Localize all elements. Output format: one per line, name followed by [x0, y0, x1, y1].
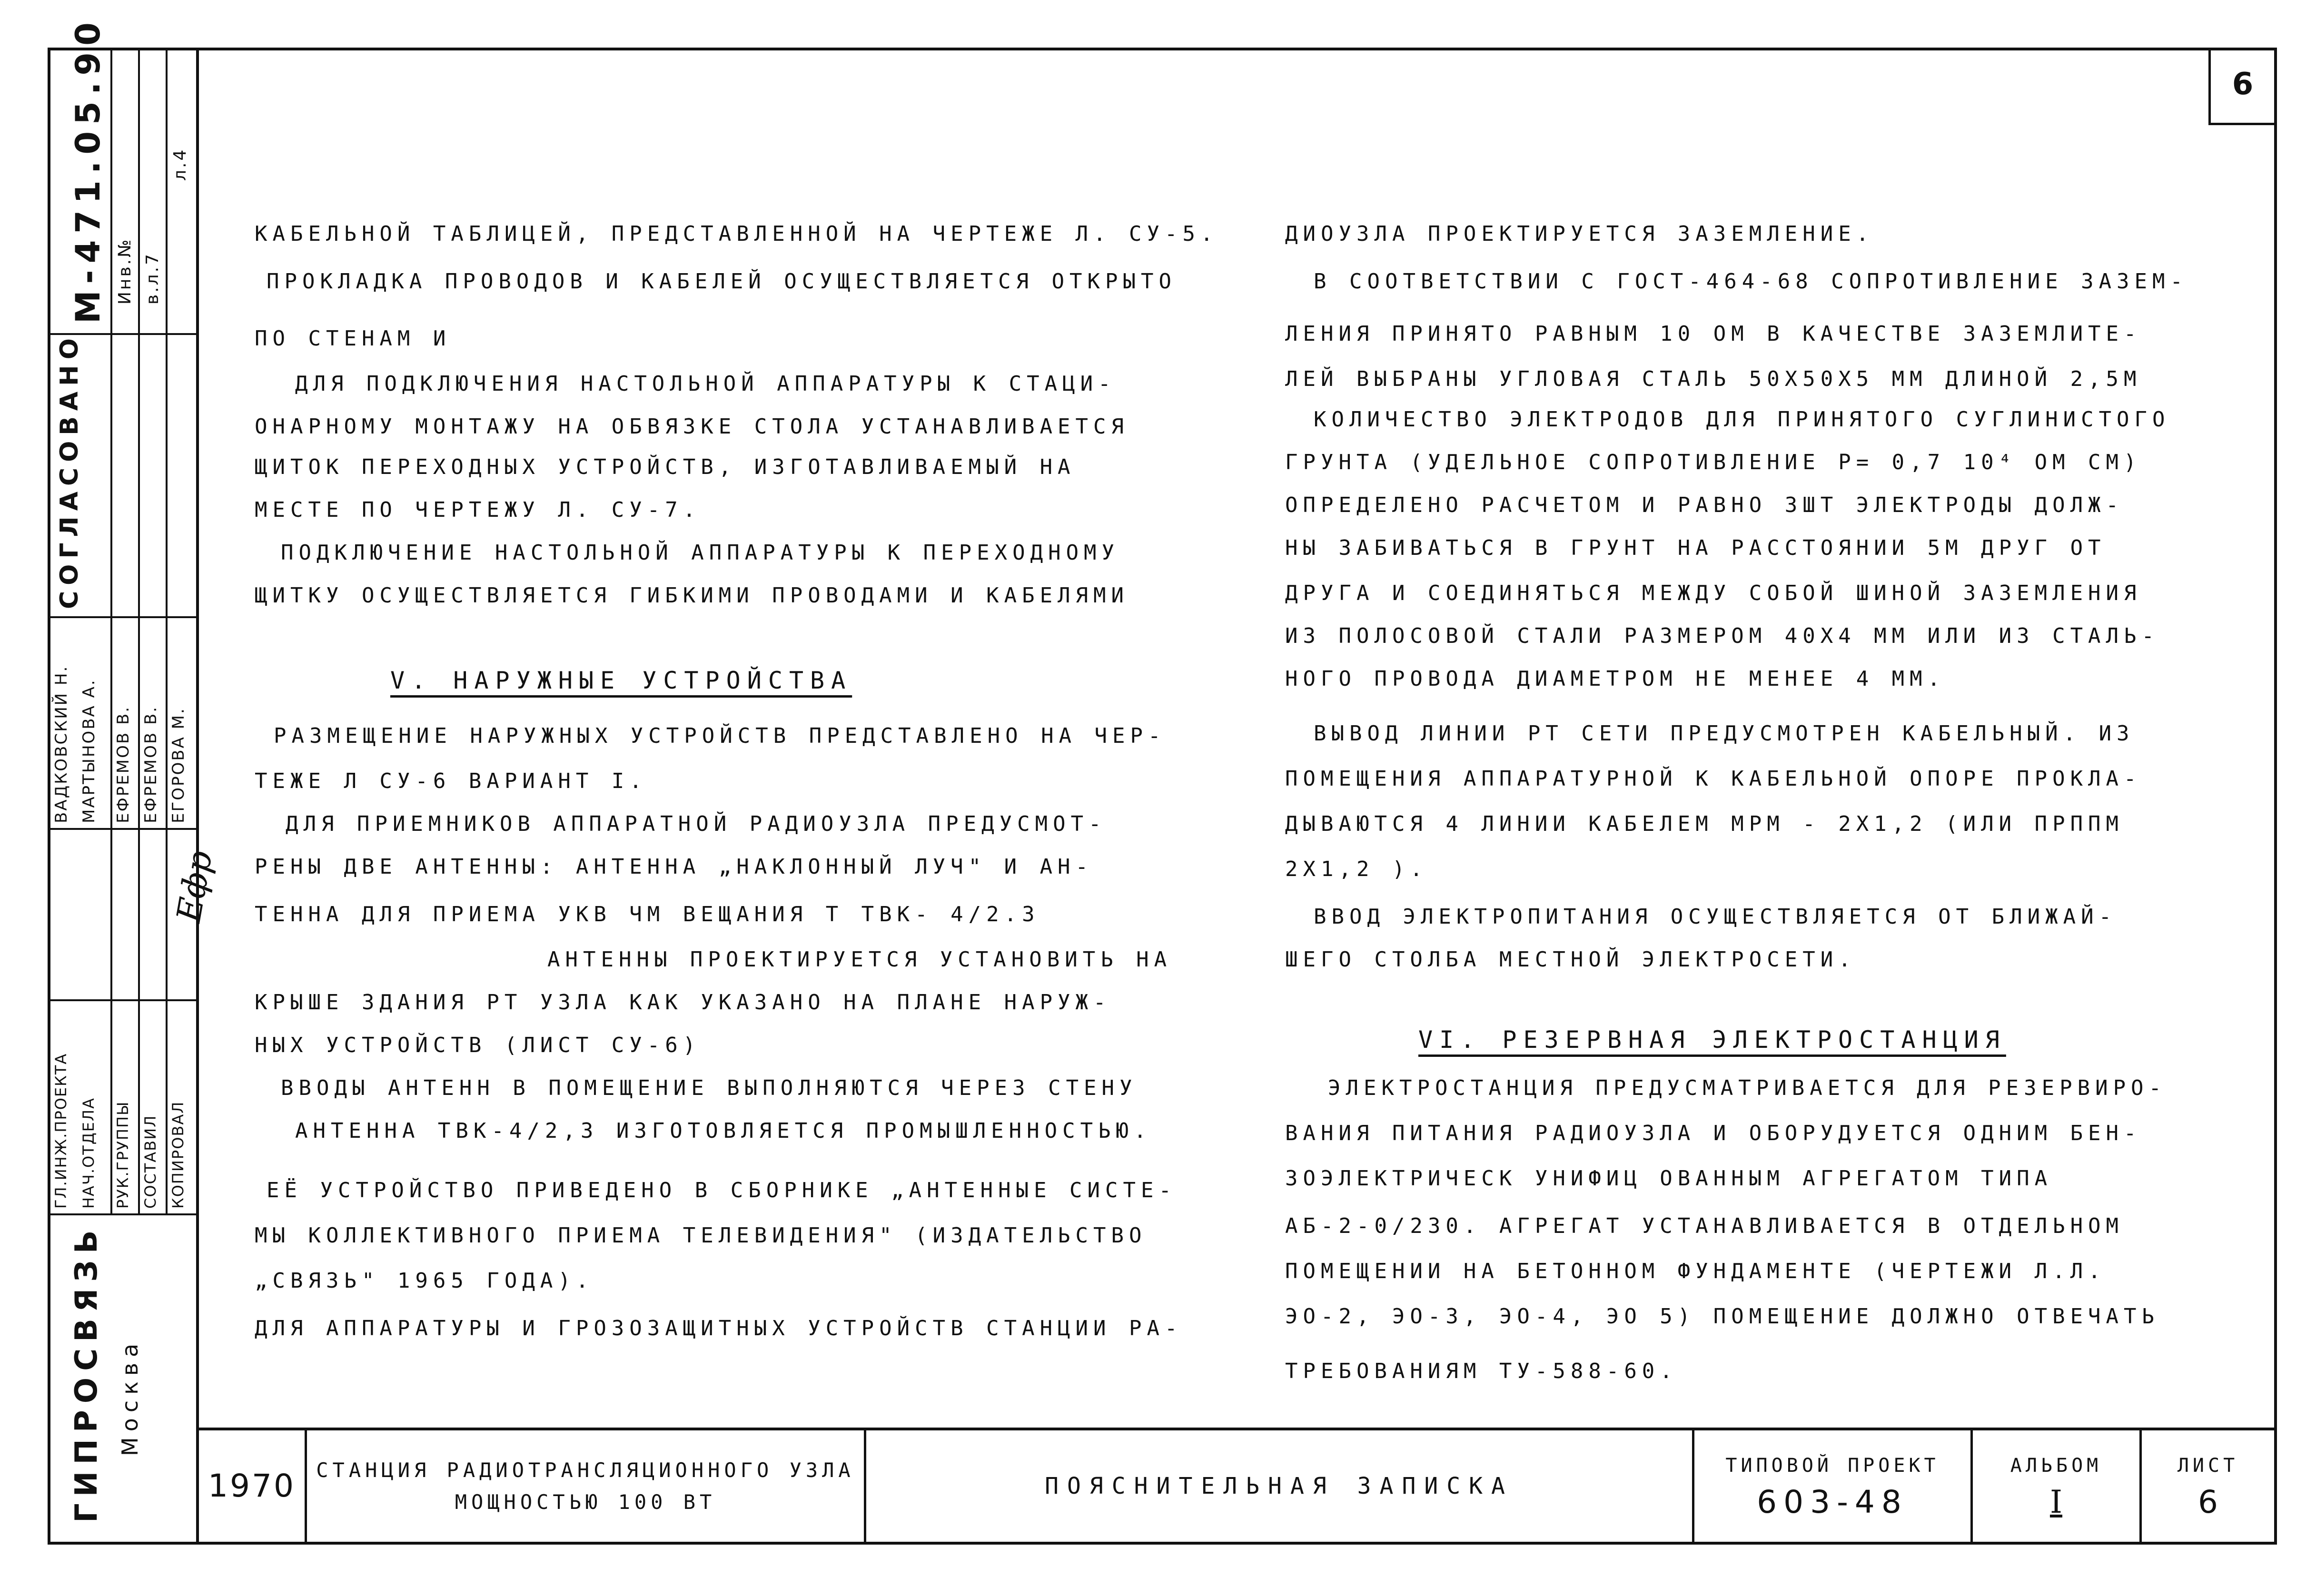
margin-row-line-4: [48, 999, 196, 1001]
project-label: ТИПОВОЙ ПРОЕКТ: [1725, 1455, 1940, 1477]
signature: Ефр: [169, 847, 220, 926]
section-vi-heading: VI. РЕЗЕРВНАЯ ЭЛЕКТРОСТАНЦИЯ: [1418, 1026, 2006, 1054]
right-line-25: ТРЕБОВАНИЯМ ТУ-588-60.: [1285, 1359, 1678, 1383]
left-line-7: МЕСТЕ ПО ЧЕРТЕЖУ Л. СУ-7.: [255, 498, 701, 522]
section-v-heading: V. НАРУЖНЫЕ УСТРОЙСТВА: [390, 667, 852, 694]
right-line-14: ДЫВАЮТСЯ 4 ЛИНИИ КАБЕЛЕМ МРМ - 2Х1,2 (ИЛИ ПРППМ: [1285, 812, 2124, 836]
station-title: [307, 1430, 864, 1542]
right-line-6: ГРУНТА (УДЕЛЬНОЕ СОПРОТИВЛЕНИЕ Ρ= 0,7 10⁴ ОМ СМ): [1285, 450, 2142, 474]
agreed-label: СОГЛАСОВАНО: [55, 333, 84, 609]
left-line-13: ДЛЯ ПРИЕМНИКОВ АППАРАТНОЙ РАДИОУЗЛА ПРЕДУСМОТ-: [286, 812, 1107, 836]
left-line-6: ЩИТОК ПЕРЕХОДНЫХ УСТРОЙСТВ, ИЗГОТАВЛИВАЕМЫЙ НА: [255, 455, 1076, 479]
inv-value: в.л.7: [143, 252, 162, 305]
right-line-2: В СООТВЕТСТВИИ С ГОСТ-464-68 СОПРОТИВЛЕНИЕ ЗАЗЕМ-: [1314, 269, 2188, 294]
right-line-17: ШЕГО СТОЛБА МЕСТНОЙ ЭЛЕКТРОСЕТИ.: [1285, 947, 1856, 972]
margin-separator-line: [196, 48, 199, 1545]
page-number: 6: [2232, 67, 2254, 102]
right-line-5: КОЛИЧЕСТВО ЭЛЕКТРОДОВ ДЛЯ ПРИНЯТОГО СУГЛИНИСТОГО: [1314, 407, 2170, 432]
margin-row-line-3: [48, 828, 196, 830]
left-line-19: ВВОДЫ АНТЕНН В ПОМЕЩЕНИЕ ВЫПОЛНЯЮТСЯ ЧЕРЕЗ СТЕНУ: [281, 1076, 1138, 1100]
name-4: ЕФРЕМОВ В.: [141, 705, 160, 823]
left-line-9: ЩИТКУ ОСУЩЕСТВЛЯЕТСЯ ГИБКИМИ ПРОВОДАМИ И КАБЕЛЯМИ: [255, 583, 1129, 608]
role-4: СОСТАВИЛ: [141, 1114, 159, 1209]
right-line-12: ВЫВОД ЛИНИИ РТ СЕТИ ПРЕДУСМОТРЕН КАБЕЛЬНЫЙ. ИЗ: [1314, 721, 2135, 746]
org-city: Москва: [117, 1338, 143, 1456]
year-cell: 1970: [208, 1467, 296, 1504]
album-label: АЛЬБОМ: [2010, 1455, 2102, 1477]
role-1: ГЛ.ИНЖ.ПРОЕКТА: [52, 1053, 70, 1209]
frame-right-line: [2274, 48, 2277, 1545]
org-name: ГИПРОСВЯЗЬ: [69, 1223, 104, 1523]
right-line-15: 2Х1,2 ).: [1285, 857, 1428, 881]
name-1: ВАДКОВСКИЙ Н.: [52, 665, 71, 823]
right-line-16: ВВОД ЭЛЕКТРОПИТАНИЯ ОСУЩЕСТВЛЯЕТСЯ ОТ БЛИЖАЙ-: [1314, 905, 2117, 929]
inv-label: Инв.№: [115, 237, 135, 305]
right-line-23: ПОМЕЩЕНИИ НА БЕТОННОМ ФУНДАМЕНТЕ (ЧЕРТЕЖИ Л.Л.: [1285, 1259, 2106, 1283]
left-line-2: ПРОКЛАДКА ПРОВОДОВ И КАБЕЛЕЙ ОСУЩЕСТВЛЯЕТСЯ ОТКРЫТО: [267, 269, 1177, 294]
right-line-21: ЗОЭЛЕКТРИЧЕСК УНИФИЦ ОВАННЫМ АГРЕГАТОМ ТИПА: [1285, 1166, 2053, 1191]
margin-row-line-2: [48, 616, 196, 618]
name-3: ЕФРЕМОВ В.: [114, 705, 133, 823]
margin-row-line-5: [48, 1213, 196, 1215]
left-line-3: ПО СТЕНАМ И: [255, 326, 451, 351]
left-line-24: ДЛЯ АППАРАТУРЫ И ГРОЗОЗАЩИТНЫХ УСТРОЙСТВ СТАНЦИИ РА-: [255, 1316, 1183, 1340]
role-3: РУК.ГРУППЫ: [114, 1101, 132, 1209]
doc-code: М-471.05.90: [69, 16, 108, 324]
station-title-line-2: МОЩНОСТЬЮ 100 ВТ: [455, 1490, 716, 1514]
left-line-21: ЕЁ УСТРОЙСТВО ПРИВЕДЕНО В СБОРНИКЕ „АНТЕННЫЕ СИСТЕ-: [267, 1178, 1177, 1202]
frame-top-line: [48, 48, 2277, 50]
right-line-7: ОПРЕДЕЛЕНО РАСЧЕТОМ И РАВНО 3ШТ ЭЛЕКТРОДЫ ДОЛЖ-: [1285, 493, 2124, 517]
right-line-20: ВАНИЯ ПИТАНИЯ РАДИОУЗЛА И ОБОРУДУЕТСЯ ОДНИМ БЕН-: [1285, 1121, 2142, 1145]
left-line-11: РАЗМЕЩЕНИЕ НАРУЖНЫХ УСТРОЙСТВ ПРЕДСТАВЛЕНО НА ЧЕР-: [274, 724, 1166, 748]
role-2: НАЧ.ОТДЕЛА: [79, 1097, 98, 1209]
right-line-8: НЫ ЗАБИВАТЬСЯ В ГРУНТ НА РАССТОЯНИИ 5М ДРУГ ОТ: [1285, 536, 2106, 560]
album-cell: [1973, 1430, 2139, 1542]
right-line-13: ПОМЕЩЕНИЯ АППАРАТУРНОЙ К КАБЕЛЬНОЙ ОПОРЕ ПРОКЛА-: [1285, 767, 2142, 791]
right-line-3: ЛЕНИЯ ПРИНЯТО РАВНЫМ 10 ОМ В КАЧЕСТВЕ ЗАЗЕМЛИТЕ-: [1285, 322, 2142, 346]
right-line-22: АБ-2-0/230. АГРЕГАТ УСТАНАВЛИВАЕТСЯ В ОТДЕЛЬНОМ: [1285, 1214, 2124, 1238]
project-number: 603-48: [1757, 1484, 1908, 1521]
sheet-cell: [2142, 1430, 2274, 1542]
left-line-23: „СВЯЗЬ" 1965 ГОДА).: [255, 1269, 594, 1293]
right-line-19: ЭЛЕКТРОСТАНЦИЯ ПРЕДУСМАТРИВАЕТСЯ ДЛЯ РЕЗЕРВИРО-: [1328, 1076, 2167, 1100]
page-number-box-bottom: [2208, 123, 2277, 125]
left-line-17: КРЫШЕ ЗДАНИЯ РТ УЗЛА КАК УКАЗАНО НА ПЛАНЕ НАРУЖ-: [255, 990, 1111, 1015]
right-line-9: ДРУГА И СОЕДИНЯТЬСЯ МЕЖДУ СОБОЙ ШИНОЙ ЗАЗЕМЛЕНИЯ: [1285, 581, 2142, 605]
name-2: МАРТЫНОВА А.: [79, 679, 99, 823]
role-5: КОПИРОВАЛ: [169, 1101, 187, 1209]
margin-col-line-1: [110, 48, 112, 1213]
left-line-20: АНТЕННА ТВК-4/2,3 ИЗГОТОВЛЯЕТСЯ ПРОМЫШЛЕННОСТЬЮ.: [295, 1119, 1152, 1143]
name-5: ЕГОРОВА М.: [169, 707, 188, 823]
left-line-5: ОНАРНОМУ МОНТАЖУ НА ОБВЯЗКЕ СТОЛА УСТАНАВЛИВАЕТСЯ: [255, 414, 1129, 439]
margin-col-line-2: [138, 48, 140, 1213]
right-line-10: ИЗ ПОЛОСОВОЙ СТАЛИ РАЗМЕРОМ 40Х4 ММ ИЛИ ИЗ СТАЛЬ-: [1285, 624, 2160, 648]
left-line-18: НЫХ УСТРОЙСТВ (ЛИСТ СУ-6): [255, 1033, 701, 1057]
margin-col-line-3: [166, 48, 168, 1213]
album-value: I: [2049, 1484, 2063, 1521]
left-line-16: АНТЕННЫ ПРОЕКТИРУЕТСЯ УСТАНОВИТЬ НА: [547, 947, 1172, 972]
right-line-1: ДИОУЗЛА ПРОЕКТИРУЕТСЯ ЗАЗЕМЛЕНИЕ.: [1285, 222, 1874, 246]
left-line-22: МЫ КОЛЛЕКТИВНОГО ПРИЕМА ТЕЛЕВИДЕНИЯ" (ИЗДАТЕЛЬСТВО: [255, 1223, 1147, 1248]
sheet-label: ЛИСТ: [2177, 1455, 2239, 1477]
document-title: ПОЯСНИТЕЛЬНАЯ ЗАПИСКА: [1045, 1473, 1514, 1499]
right-line-4: ЛЕЙ ВЫБРАНЫ УГЛОВАЯ СТАЛЬ 50Х50Х5 ММ ДЛИНОЙ 2,5М: [1285, 367, 2142, 391]
frame-left-line: [48, 48, 50, 1545]
sheet-value: 6: [2198, 1484, 2218, 1521]
right-line-24: ЭО-2, ЭО-3, ЭО-4, ЭО 5) ПОМЕЩЕНИЕ ДОЛЖНО ОТВЕЧАТЬ: [1285, 1304, 2160, 1329]
project-cell: [1694, 1430, 1970, 1542]
station-title-line-1: СТАНЦИЯ РАДИОТРАНСЛЯЦИОННОГО УЗЛА: [316, 1458, 855, 1482]
right-line-11: НОГО ПРОВОДА ДИАМЕТРОМ НЕ МЕНЕЕ 4 ММ.: [1285, 667, 1946, 691]
left-line-15: ТЕННА ДЛЯ ПРИЕМА УКВ ЧМ ВЕЩАНИЯ Т ТВК- 4/2.3: [255, 902, 1040, 926]
left-line-1: КАБЕЛЬНОЙ ТАБЛИЦЕЙ, ПРЕДСТАВЛЕННОЙ НА ЧЕРТЕЖЕ Л. СУ-5.: [255, 222, 1218, 246]
frame-bottom-line: [48, 1542, 2277, 1545]
left-line-8: ПОДКЛЮЧЕНИЕ НАСТОЛЬНОЙ АППАРАТУРЫ К ПЕРЕХОДНОМУ: [281, 541, 1120, 565]
sheet-ref: л.4: [170, 148, 190, 181]
left-line-14: РЕНЫ ДВЕ АНТЕННЫ: АНТЕННА „НАКЛОННЫЙ ЛУЧ" И АН-: [255, 855, 1094, 879]
left-line-4: ДЛЯ ПОДКЛЮЧЕНИЯ НАСТОЛЬНОЙ АППАРАТУРЫ К СТАЦИ-: [295, 372, 1116, 396]
left-line-12: ТЕЖЕ Л СУ-6 ВАРИАНТ I.: [255, 769, 647, 793]
